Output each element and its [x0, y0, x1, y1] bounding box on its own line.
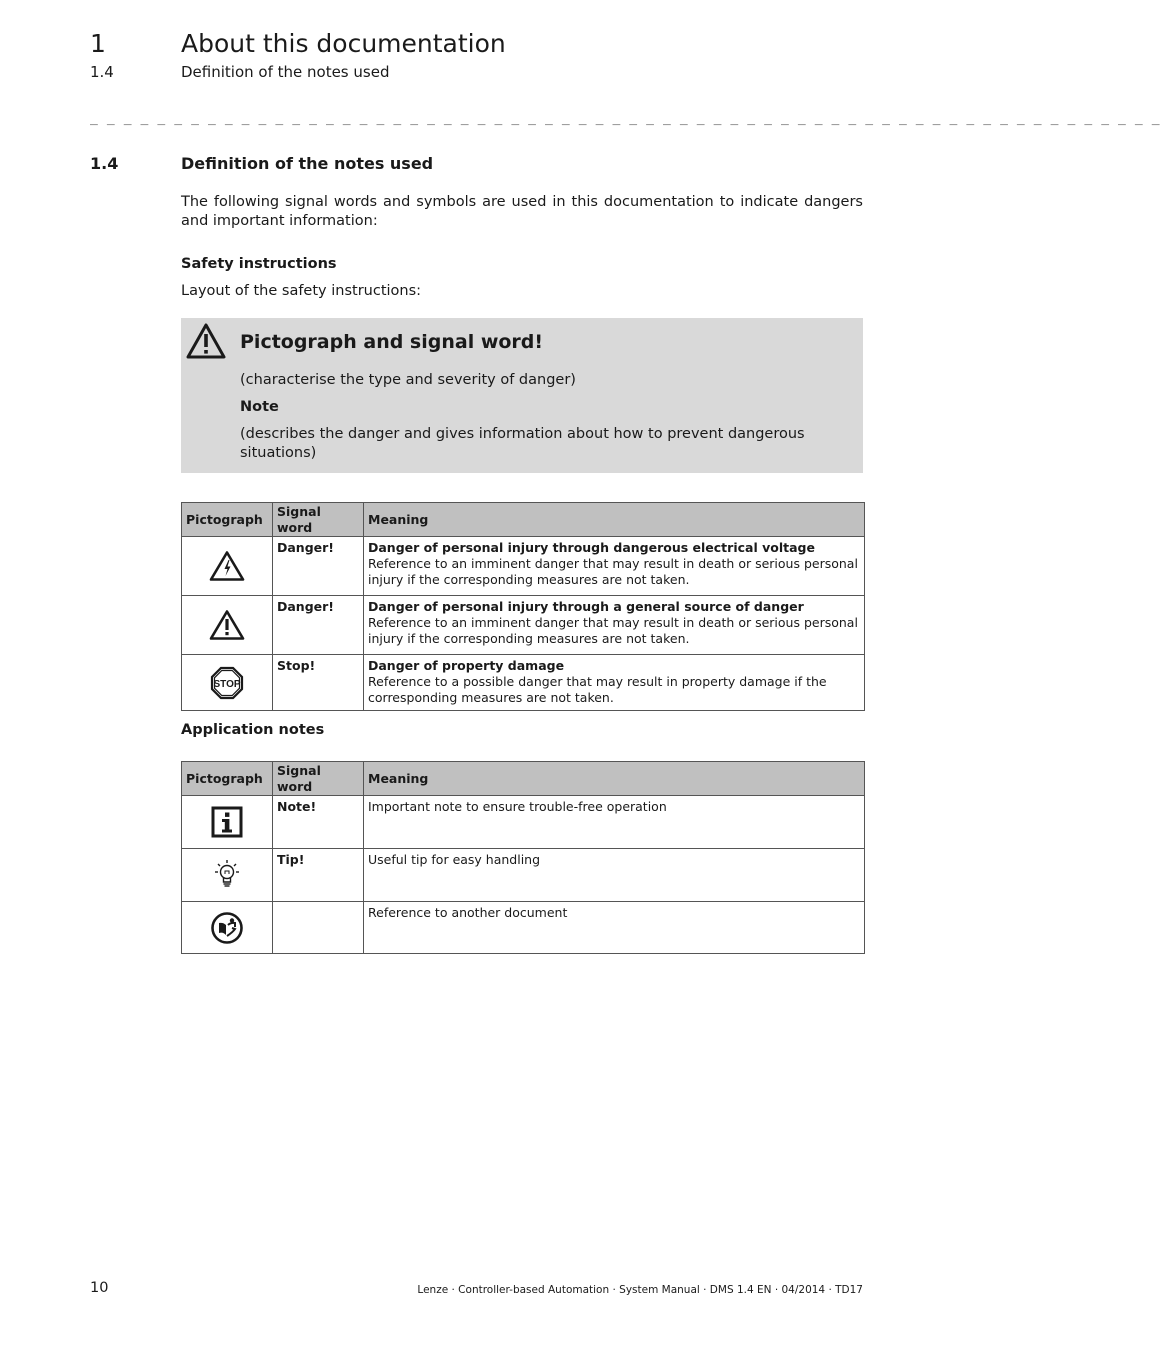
pictograph-cell — [182, 537, 273, 596]
safety-box-note-label: Note — [240, 399, 279, 415]
safety-instruction-box — [181, 318, 863, 473]
table-row — [182, 655, 865, 711]
meaning-text: Reference to an imminent danger that may result in death or serious personal injury if the corresponding measures are not taken. — [368, 556, 858, 587]
meaning-text: Reference to a possible danger that may result in property damage if the corresponding measures are not taken. — [368, 674, 827, 705]
header-section-number: 1.4 — [90, 63, 114, 81]
safety-instructions-heading: Safety instructions — [181, 256, 337, 272]
header-pictograph: Pictograph — [182, 762, 273, 796]
header-pictograph: Pictograph — [182, 503, 273, 537]
signal-word-cell: Danger! — [273, 596, 364, 655]
meaning-title: Danger of property damage — [368, 658, 565, 673]
document-reference-icon — [210, 911, 244, 945]
meaning-cell: Useful tip for easy handling — [364, 849, 865, 902]
electrical-voltage-warning-icon — [209, 550, 245, 582]
signal-word-cell — [273, 902, 364, 954]
meaning-cell — [364, 655, 865, 711]
meaning-cell: Important note to ensure trouble-free operation — [364, 796, 865, 849]
header-section-title: Definition of the notes used — [181, 63, 390, 81]
chapter-number: 1 — [90, 29, 106, 58]
safety-box-title: Pictograph and signal word! — [240, 331, 544, 353]
safety-layout-text: Layout of the safety instructions: — [181, 283, 422, 299]
stop-sign-text: STOP — [213, 678, 241, 690]
meaning-cell — [364, 596, 865, 655]
chapter-title: About this documentation — [181, 29, 506, 58]
footer-text: Lenze · Controller-based Automation · System Manual · DMS 1.4 EN · 04/2014 · TD17 — [417, 1284, 863, 1296]
table-row — [182, 902, 865, 954]
signal-word-cell: Stop! — [273, 655, 364, 711]
safety-signal-table — [181, 502, 865, 711]
safety-box-description: (describes the danger and gives information about how to prevent dangerous situations) — [240, 426, 805, 461]
stop-sign-icon — [210, 666, 244, 700]
header-signal-word: Signal word — [273, 762, 364, 796]
header-signal-word: Signal word — [273, 503, 364, 537]
table-row — [182, 796, 865, 849]
signal-word-cell: Note! — [273, 796, 364, 849]
pictograph-cell — [182, 796, 273, 849]
header-meaning: Meaning — [364, 762, 865, 796]
meaning-title: Danger of personal injury through dangerous electrical voltage — [368, 540, 815, 555]
pictograph-cell — [182, 849, 273, 902]
pictograph-cell — [182, 902, 273, 954]
warning-triangle-icon — [185, 322, 227, 360]
signal-word-cell: Danger! — [273, 537, 364, 596]
intro-paragraph: The following signal words and symbols are used in this documentation to indicate dangers and important information: — [181, 194, 863, 229]
info-icon — [211, 806, 243, 838]
meaning-cell — [364, 537, 865, 596]
table-header-row — [182, 503, 865, 537]
section-number: 1.4 — [90, 154, 119, 173]
table-row — [182, 537, 865, 596]
header-meaning: Meaning — [364, 503, 865, 537]
table-header-row — [182, 762, 865, 796]
light-bulb-icon — [210, 858, 244, 892]
application-notes-heading: Application notes — [181, 722, 325, 738]
table-row — [182, 596, 865, 655]
meaning-title: Danger of personal injury through a general source of danger — [368, 599, 804, 614]
page-number: 10 — [90, 1280, 109, 1296]
pictograph-cell — [182, 596, 273, 655]
safety-box-type-text: (characterise the type and severity of danger) — [240, 372, 576, 388]
meaning-cell: Reference to another document — [364, 902, 865, 954]
pictograph-cell — [182, 655, 273, 711]
general-danger-warning-icon — [209, 609, 245, 641]
header-separator: _ _ _ _ _ _ _ _ _ _ _ _ _ _ _ _ _ _ _ _ _ _ _ _ _ _ _ _ _ _ _ _ _ _ _ _ _ _ _ _ _ _ _ _ _ _ _ _ _ _ _ _ _ _ _ _ _ _ _ _ _ _ _ _ — [90, 111, 1160, 126]
table-row — [182, 849, 865, 902]
signal-word-cell: Tip! — [273, 849, 364, 902]
meaning-text: Reference to an imminent danger that may result in death or serious personal injury if the corresponding measures are not taken. — [368, 615, 858, 646]
application-notes-table — [181, 761, 865, 954]
section-title: Definition of the notes used — [181, 154, 434, 173]
